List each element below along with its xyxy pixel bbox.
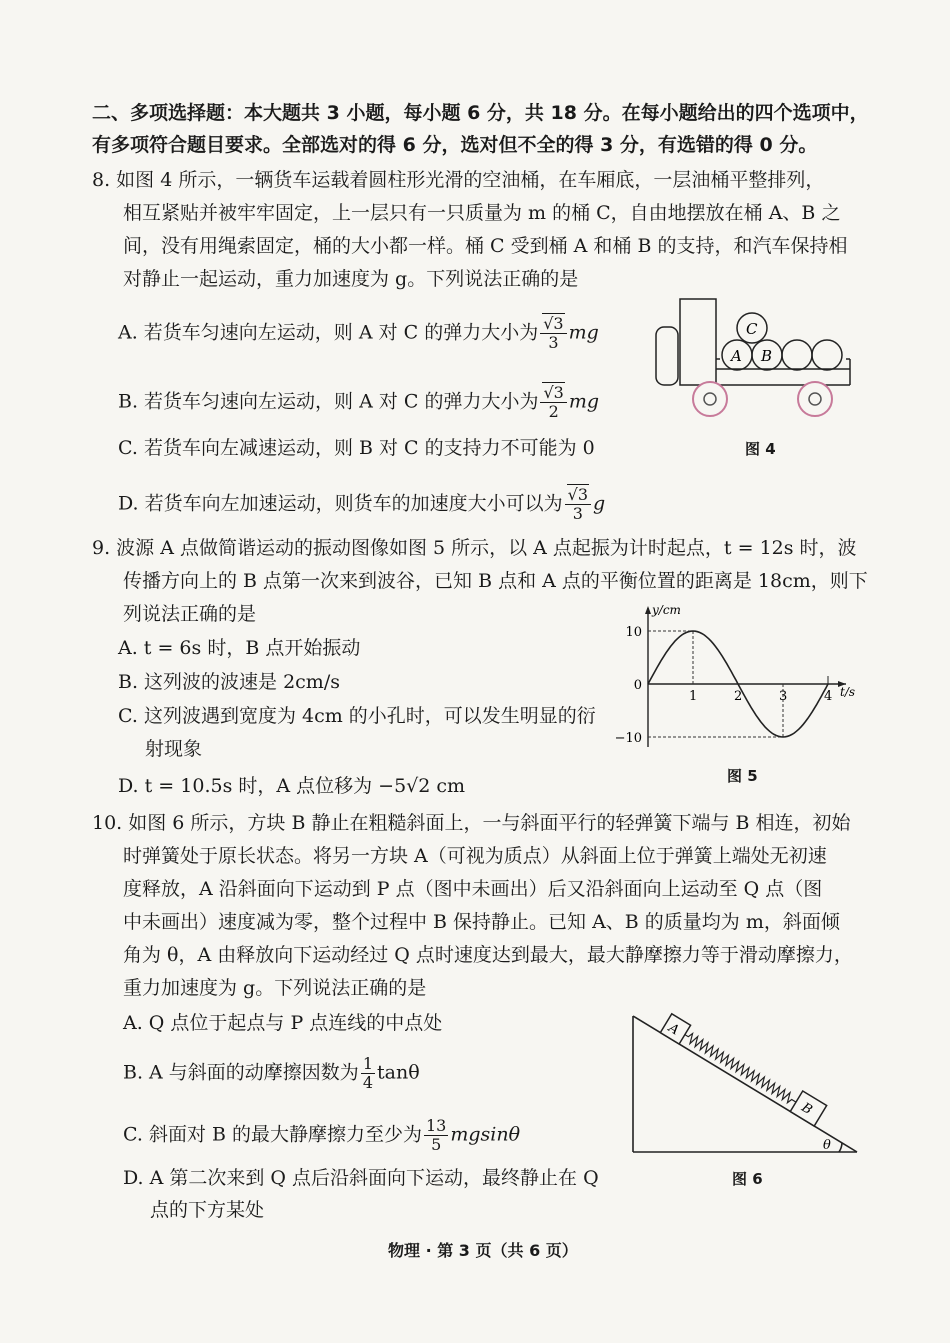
q9-option-a[interactable]: A. t = 6s 时，B 点开始振动 xyxy=(118,637,361,659)
q8-option-d-unit: g xyxy=(593,492,606,515)
q10-stem-line5: 角为 θ，A 由释放向下运动经过 Q 点时速度达到最大，最大静摩擦力等于滑动摩擦力， xyxy=(123,944,853,966)
q10-option-b[interactable] xyxy=(123,1055,420,1092)
y-tick-label-0: 10 xyxy=(625,625,642,640)
q8-stem-line2: 相互紧贴并被牢牢固定，上一层只有一只质量为 m 的桶 C，自由地摆放在桶 A、B 之 xyxy=(123,202,841,224)
q8-option-b[interactable] xyxy=(118,384,599,421)
q9-stem-line3: 列说法正确的是 xyxy=(123,603,257,625)
section-header-line1: 二、多项选择题：本大题共 3 小题，每小题 6 分，共 18 分。在每小题给出的四个选项中， xyxy=(92,102,869,124)
label-theta: θ xyxy=(823,1138,831,1153)
q9-stem-line2: 传播方向上的 B 点第一次来到波谷，已知 B 点和 A 点的平衡位置的距离是 18cm，则下 xyxy=(123,570,868,592)
q10-stem-line3: 度释放，A 沿斜面向下运动到 P 点（图中未画出）后又沿斜面向上运动至 Q 点（图 xyxy=(123,878,823,900)
q8-stem-line1: 8. 如图 4 所示，一辆货车运载着圆柱形光滑的空油桶，在车厢底，一层油桶平整排列， xyxy=(92,169,825,191)
page-footer: 物理 · 第 3 页（共 6 页） xyxy=(388,1241,578,1260)
truck-cab xyxy=(656,327,678,385)
q10-option-d-cont: 点的下方某处 xyxy=(150,1199,265,1221)
q8-option-d[interactable] xyxy=(118,486,605,523)
q8-option-c[interactable]: C. 若货车向左减速运动，则 B 对 C 的支持力不可能为 0 xyxy=(118,437,595,459)
x-tick-label-3: 3 xyxy=(779,689,788,704)
figure6-caption: 图 6 xyxy=(732,1170,763,1188)
q10-option-d[interactable]: D. A 第二次来到 Q 点后沿斜面向下运动，最终静止在 Q xyxy=(123,1167,599,1189)
barrel-4 xyxy=(812,340,842,370)
section-header-line2: 有多项符合题目要求。全部选对的得 6 分，选对但不全的得 3 分，有选错的得 0 分。 xyxy=(92,134,818,156)
q8-option-a-fraction: $\frac{√3}{3}$ xyxy=(540,315,566,352)
figure4-caption: 图 4 xyxy=(745,440,776,458)
q10-option-c-text: C. 斜面对 B 的最大静摩擦力至少为 xyxy=(123,1123,422,1146)
q10-option-b-fraction: $\frac{1}{4}$ xyxy=(362,1054,373,1092)
q10-stem-line4: 中未画出）速度减为零，整个过程中 B 保持静止。已知 A、B 的质量均为 m，斜面倾 xyxy=(123,911,840,933)
q10-stem-line1: 10. 如图 6 所示，方块 B 静止在粗糙斜面上，一与斜面平行的轻弹簧下端与 B 相连，初始 xyxy=(92,812,851,834)
q9-option-d[interactable]: D. t = 10.5s 时，A 点位移为 −5√2 cm xyxy=(118,775,466,797)
q10-option-b-text: B. A 与斜面的动摩擦因数为 xyxy=(123,1061,359,1084)
q9-option-c[interactable]: C. 这列波遇到宽度为 4cm 的小孔时，可以发生明显的衍 xyxy=(118,705,596,727)
q8-option-a[interactable] xyxy=(118,315,599,352)
q10-stem-line6: 重力加速度为 g。下列说法正确的是 xyxy=(123,977,427,999)
y-axis-arrow xyxy=(645,606,651,614)
q8-option-b-unit: mg xyxy=(568,390,600,413)
q8-option-a-unit: mg xyxy=(568,321,599,344)
q10-option-c-tail: mgsinθ xyxy=(450,1123,521,1146)
label-barrel-a: A xyxy=(731,347,742,365)
q8-stem-line4: 对静止一起运动，重力加速度为 g。下列说法正确的是 xyxy=(123,268,579,290)
barrel-3 xyxy=(782,340,812,370)
q10-option-a[interactable]: A. Q 点位于起点与 P 点连线的中点处 xyxy=(123,1012,443,1034)
x-axis-label: t/s xyxy=(840,685,856,699)
q8-option-b-fraction: $\frac{√3}{2}$ xyxy=(540,384,566,421)
q8-option-d-text: D. 若货车向左加速运动，则货车的加速度大小可以为 xyxy=(118,492,563,515)
q9-option-b[interactable]: B. 这列波的波速是 2cm/s xyxy=(118,671,340,693)
figure4-truck-diagram xyxy=(650,295,862,425)
q10-option-b-tail: tanθ xyxy=(377,1061,420,1084)
figure6-incline-diagram xyxy=(625,1008,865,1158)
q9-stem-line1: 9. 波源 A 点做简谐运动的振动图像如图 5 所示，以 A 点起振为计时起点，t = 12s 时，波 xyxy=(92,537,857,559)
y-axis-label: y/cm xyxy=(652,603,681,617)
q8-option-b-text: B. 若货车匀速向左运动，则 A 对 C 的弹力大小为 xyxy=(118,390,539,413)
q9-option-c-cont: 射现象 xyxy=(145,738,203,760)
q10-option-c-fraction: $\frac{13}{5}$ xyxy=(425,1116,447,1154)
label-block-b: B xyxy=(798,1100,815,1119)
y-tick-label-2: −10 xyxy=(614,731,642,746)
figure5-vibration-chart xyxy=(610,602,870,762)
q10-option-c[interactable] xyxy=(123,1117,520,1154)
q8-option-d-fraction: $\frac{√3}{3}$ xyxy=(565,486,591,523)
x-tick-label-1: 1 xyxy=(689,689,698,704)
label-block-a: A xyxy=(665,1020,682,1039)
label-barrel-c: C xyxy=(746,320,758,338)
figure5-caption: 图 5 xyxy=(727,767,758,785)
spring xyxy=(682,1030,798,1106)
y-tick-label-1: 0 xyxy=(633,678,642,693)
x-tick-label-4: 4 xyxy=(824,689,833,704)
q8-option-a-text: A. 若货车匀速向左运动，则 A 对 C 的弹力大小为 xyxy=(118,321,539,344)
q8-stem-line3: 间，没有用绳索固定，桶的大小都一样。桶 C 受到桶 A 和桶 B 的支持，和汽车保持相 xyxy=(123,235,848,257)
label-barrel-b: B xyxy=(761,347,773,365)
truck-cab-body xyxy=(680,299,716,385)
x-tick-label-2: 2 xyxy=(734,689,743,704)
q10-stem-line2: 时弹簧处于原长状态。将另一方块 A（可视为质点）从斜面上位于弹簧上端处无初速 xyxy=(123,845,827,867)
